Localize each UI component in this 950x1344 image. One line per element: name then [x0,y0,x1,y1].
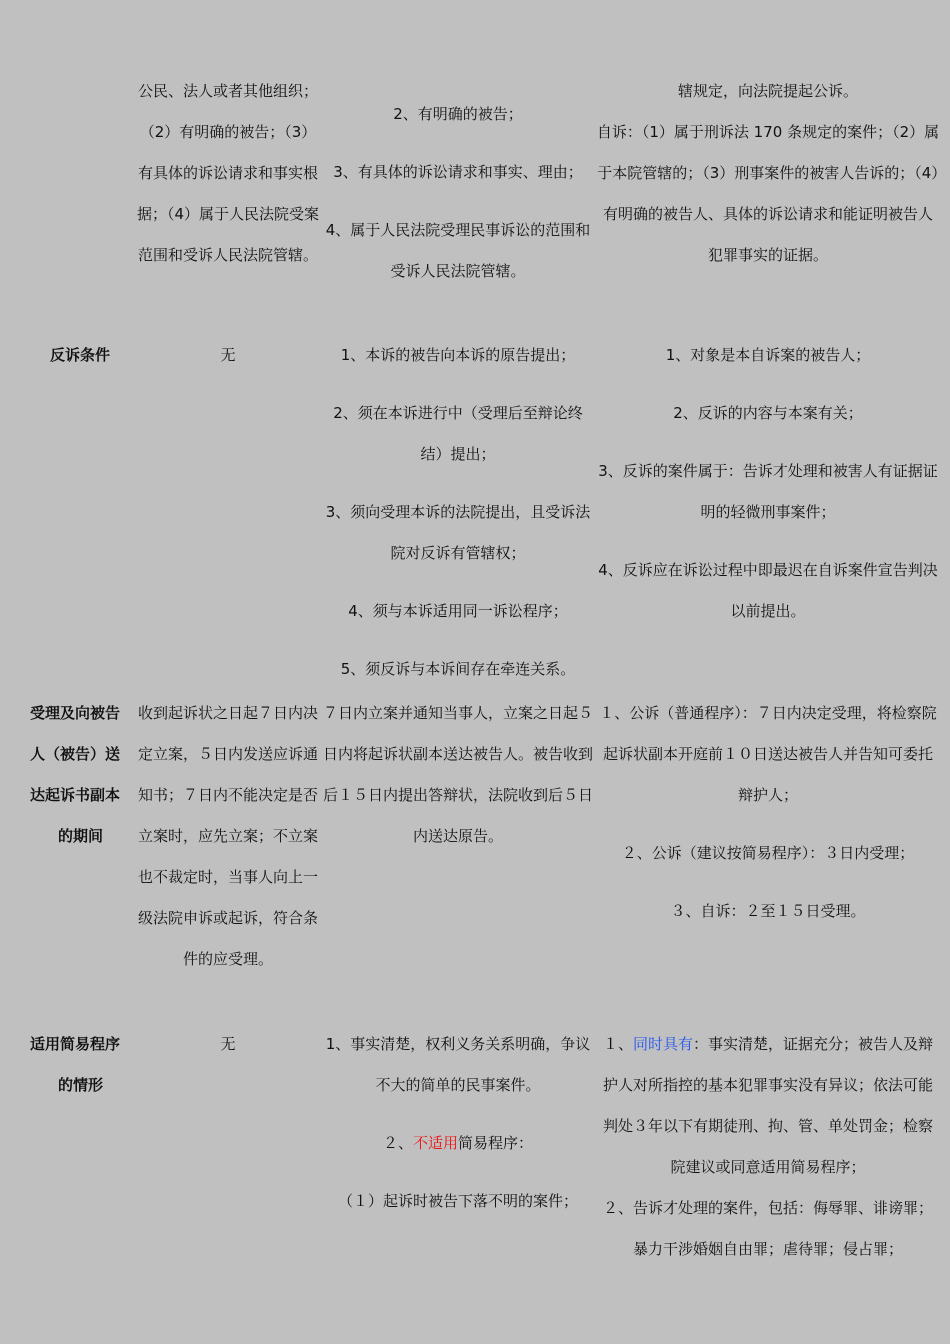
counterclaim-col4-item: 3、反诉的案件属于：告诉才处理和被害人有证据证明的轻微刑事案件； [598,462,938,521]
acceptance-col4-item: １、公诉（普通程序）：７日内决定受理，将检察院起诉状副本开庭前１０日送达被告人并告知可委托辩护人； [599,704,937,804]
summary-col3-item-3: （１）起诉时被告下落不明的案件； [337,1192,578,1210]
summary-col3-item-2 [322,1123,594,1164]
acceptance-col4 [596,693,940,932]
top-col4 [596,71,940,276]
acceptance-col4-item: ２、公诉（建议按简易程序）：３日内受理； [621,844,915,862]
summary-col4-item-1-text: ：事实清楚，证据充分；被告人及辩护人对所指控的基本犯罪事实没有异议；依法可能判处３年以下有期徒刑、拘、管、单处罚金；检察院建议或同意适用简易程序； [602,1035,934,1176]
top-col3-item-2: 2、有明确的被告； [393,105,523,123]
top-col3 [322,94,594,292]
top-col4-private-prosecution: 自诉：（1）属于刑诉法 170 条规定的案件；（2）属于本院管辖的；（3）刑事案件的被害人告诉的；（4）有明确的被告人、具体的诉讼请求和能证明被告人犯罪事实的证据。 [596,123,940,264]
summary-col4 [596,1024,940,1270]
counterclaim-col4-item: 1、对象是本自诉案的被告人； [665,346,871,364]
simultaneously-highlight: 同时具有 [632,1035,693,1053]
top-col3-item-3: 3、有具体的诉讼请求和事实、理由； [333,163,583,181]
summary-col4-item-1-num: １、 [602,1035,633,1053]
acceptance-label-line: 的期间 [58,827,104,845]
counterclaim-col3-item: 5、须反诉与本诉间存在牵连关系。 [340,660,576,678]
summary-col3 [322,1024,594,1222]
acceptance-label [30,693,136,857]
not-applicable-highlight: 不适用 [412,1134,458,1152]
counterclaim-col3-item: 3、须向受理本诉的法院提出，且受诉法院对反诉有管辖权； [325,503,591,562]
acceptance-col4-item: ３、自诉：２至１５日受理。 [670,902,866,920]
counterclaim-col4-item: 4、反诉应在诉讼过程中即最迟在自诉案件宣告判决以前提出。 [598,561,938,620]
counterclaim-col2: 无 [220,346,236,364]
counterclaim-col3 [322,335,594,690]
acceptance-col3: ７日内立案并通知当事人，立案之日起５日内将起诉状副本送达被告人。被告收到后１５日内提出答辩状，法院收到后５日内送达原告。 [322,704,593,845]
summary-col3-item-2-text: 简易程序： [458,1134,534,1152]
summary-col4-item-2: ２、告诉才处理的案件，包括：侮辱罪、诽谤罪；暴力干涉婚姻自由罪；虐待罪；侵占罪； [602,1199,933,1258]
counterclaim-col4 [596,335,940,632]
top-col2-text: 公民、法人或者其他组织；（2）有明确的被告；（3）有具体的诉讼请求和事实根据；（4）属于人民法院受案范围和受诉人民法院管辖。 [136,82,320,264]
summary-label-line: 的情形 [58,1076,104,1094]
summary-label [30,1024,136,1106]
summary-col3-item-2-num: ２、 [382,1134,413,1152]
counterclaim-col3-item: 4、须与本诉适用同一诉讼程序； [348,602,568,620]
acceptance-label-line: 受理及向被告 [30,704,121,722]
acceptance-label-line: 达起诉书副本 [30,786,121,804]
counterclaim-col3-item: 1、本诉的被告向本诉的原告提出； [340,346,576,364]
acceptance-col2: 收到起诉状之日起７日内决定立案，５日内发送应诉通知书；７日内不能决定是否立案时，应先立案；不立案也不裁定时，当事人向上一级法院申诉或起诉，符合条件的应受理。 [137,704,318,968]
top-col4-public-prosecution: 辖规定，向法院提起公诉。 [677,82,858,100]
counterclaim-col4-item: 2、反诉的内容与本案有关； [673,404,863,422]
summary-col4-item-1 [596,1024,940,1188]
summary-col2: 无 [220,1035,236,1053]
summary-label-line: 适用简易程序 [30,1035,121,1053]
top-col3-item-4: 4、属于人民法院受理民事诉讼的范围和受诉人民法院管辖。 [325,221,591,280]
counterclaim-col3-item: 2、须在本诉进行中（受理后至辩论终结）提出； [333,404,583,463]
acceptance-label-line: 人（被告）送 [30,745,121,763]
summary-col3-item-1: 1、事实清楚，权利义务关系明确，争议不大的简单的民事案件。 [325,1035,591,1094]
counterclaim-label: 反诉条件 [50,346,111,364]
